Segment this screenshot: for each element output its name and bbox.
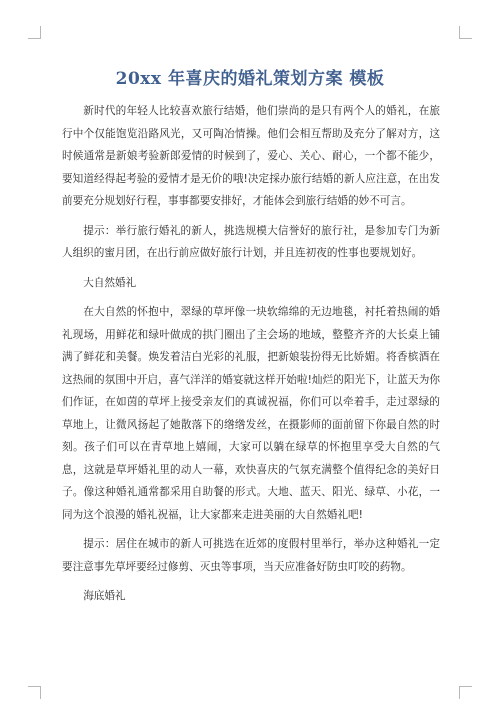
paragraph-nature-tip: 提示：居住在城市的新人可挑选在近郊的度假村里举行，举办这种婚礼一定要注意事先草坪要经过修剪、灭虫等事项，当天应准备好防虫叮咬的药物。 [62,538,440,573]
document-title: 20xx 年喜庆的婚礼策划方案 模板 [115,69,385,89]
document-body [62,100,440,615]
section-heading-nature-wedding: 大自然婚礼 [83,276,137,289]
crop-mark-bottom-left [28,686,41,699]
crop-mark-bottom-right [459,686,472,699]
crop-mark-top-right [459,26,472,39]
crop-mark-top-left [28,26,41,39]
paragraph-nature-wedding: 在大自然的怀抱中，翠绿的草坪像一块软绵绵的无边地毯，衬托着热闹的婚礼现场，用鲜花和绿叶做成的拱门圈出了主会场的地域，整整齐齐的大长桌上铺满了鲜花和美餐。焕发着洁白光彩的礼服，把新娘装扮得无比娇媚。将香槟酒在这热闹的氛围中开启，喜气洋洋的婚宴就这样开始啦!灿烂的阳光下，让蓝天为你们作证，在如茵的草坪上接受亲友们的真诚祝福，你们可以牵着手，走过翠绿的草地上，让微风扬起了她散落下的绺绺发丝，在摄影师的面前留下你最自然的时刻。孩子们可以在青草地上嬉闹，大家可以躺在绿草的怀抱里享受大自然的气息，这就是草坪婚礼里的动人一幕，欢快喜庆的气氛充满整个值得纪念的美好日子。像这种婚礼通常都采用自助餐的形式。大地、蓝天、阳光、绿草、小花，一同为这个浪漫的婚礼祝福，让大家都来走进美丽的大自然婚礼吧! [62,306,440,521]
paragraph-travel-tip: 提示：举行旅行婚礼的新人，挑选规模大信誉好的旅行社，是参加专门为新人组织的蜜月团，在出行前应做好旅行计划，并且连初夜的性事也要规划好。 [62,224,440,259]
paragraph-intro: 新时代的年轻人比较喜欢旅行结婚，他们崇尚的是只有两个人的婚礼，在旅行中个仅能饱览沿路风光，又可陶冶情操。他们会相互帮助及充分了解对方，这时候通常是新娘考验新郎爱情的时候到了，爱心、关心、耐心，一个都不能少，要知道经得起考验的爱情才是无价的哦!决定採办旅行结婚的新人应注意，在出发前要充分规划好行程，事事都要安排好，才能体会到旅行结婚的妙不可言。 [62,105,440,207]
section-heading-underwater-wedding: 海底婚礼 [83,590,126,602]
